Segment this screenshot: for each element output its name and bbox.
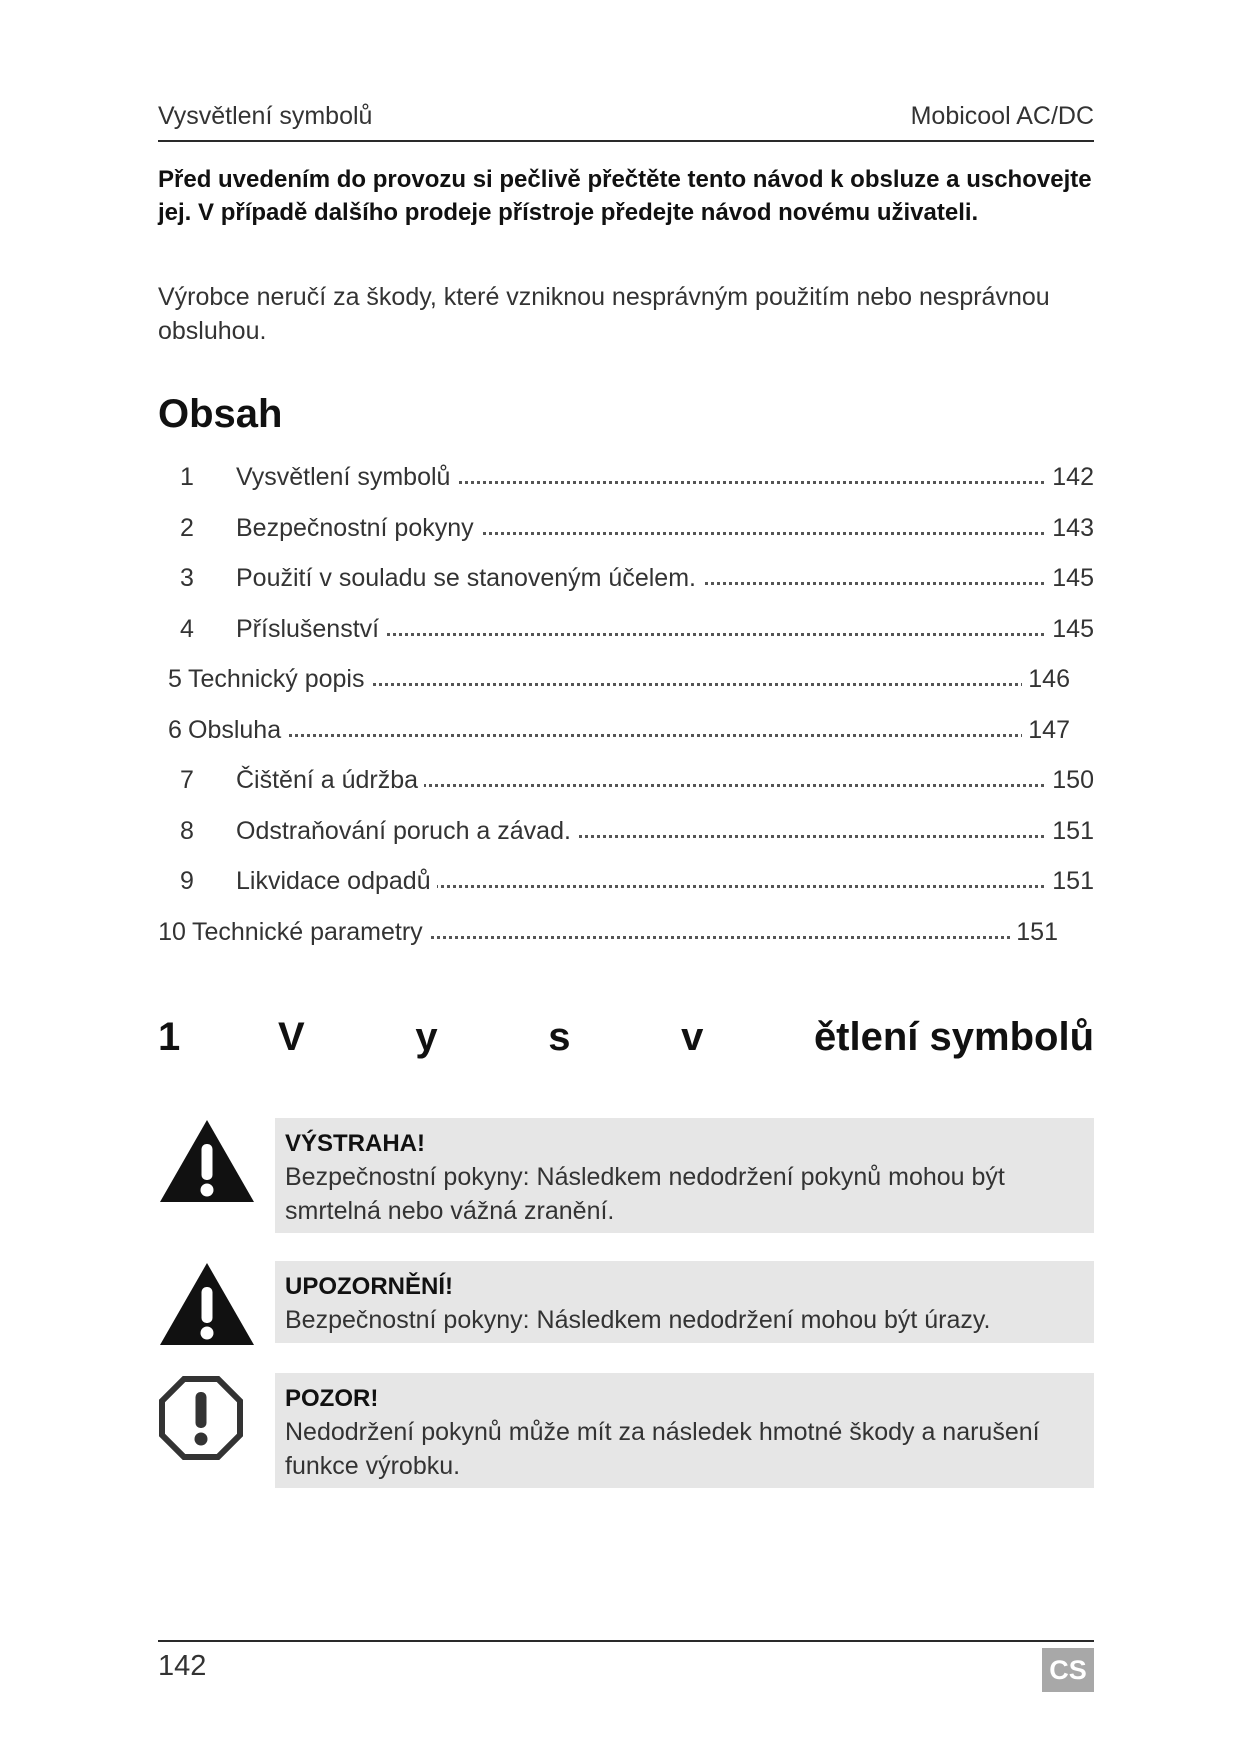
symbol-description-box xyxy=(275,1118,1094,1233)
toc-entry[interactable] xyxy=(158,813,1094,864)
symbol-label: POZOR! xyxy=(285,1385,379,1412)
toc-entry-label: Vysvětlení symbolů xyxy=(236,463,456,492)
toc-entry-label: Čištění a údržba xyxy=(236,766,424,795)
caution-triangle-icon xyxy=(158,1261,256,1351)
toc-entry[interactable] xyxy=(158,712,1094,763)
toc-entry-number: 4 xyxy=(180,614,194,643)
toc-entry-number: 9 xyxy=(180,867,194,895)
toc-entry-label: Odstraňování poruch a závad. xyxy=(236,817,577,846)
toc-entry-number: 1 xyxy=(180,463,194,491)
toc-entry[interactable] xyxy=(158,459,1094,510)
toc-entry[interactable] xyxy=(158,762,1094,813)
intro-disclaimer: Výrobce neručí za škody, které vzniknou nesprávným použitím nebo nesprávnou obsluhou. xyxy=(158,283,1050,345)
page-header xyxy=(158,102,1094,142)
toc-entry-number: 10 xyxy=(158,917,186,946)
symbol-label: VÝSTRAHA! xyxy=(285,1130,426,1157)
manual-page xyxy=(158,0,1094,1754)
symbol-row-caution xyxy=(158,1261,1094,1343)
toc-entry-number: 8 xyxy=(180,816,194,845)
toc-entry[interactable] xyxy=(158,611,1094,662)
symbol-text: Nedodržení pokynů může mít za následek hmotné škody a narušení funkce výrobku. xyxy=(285,1418,1040,1480)
section-number: 1 xyxy=(158,1015,181,1059)
toc-leader-dots xyxy=(188,734,1030,737)
table-of-contents xyxy=(158,459,1094,964)
toc-entry-page: 146 xyxy=(1022,665,1070,694)
toc-entry-label: Použití v souladu se stanoveným účelem. xyxy=(236,564,702,593)
toc-entry-page: 145 xyxy=(1046,615,1094,644)
symbol-text: Bezpečnostní pokyny: Následkem nedodržení mohou být úrazy. xyxy=(285,1306,991,1334)
section-title-part: V xyxy=(278,1015,305,1059)
toc-entry-label: Technický popis xyxy=(188,665,370,694)
toc-title: Obsah xyxy=(158,392,283,436)
toc-entry-label: Obsluha xyxy=(188,716,287,745)
toc-entry-label: Technické parametry xyxy=(192,918,429,947)
section-heading xyxy=(158,1015,1094,1065)
symbol-label: UPOZORNĚNÍ! xyxy=(285,1273,453,1300)
symbol-text: Bezpečnostní pokyny: Následkem nedodržení pokynů mohou být smrtelná nebo vážná zranění. xyxy=(285,1163,1005,1225)
toc-entry-label: Likvidace odpadů xyxy=(236,867,437,896)
symbol-description-box xyxy=(275,1261,1094,1343)
symbol-row-warning xyxy=(158,1118,1094,1233)
toc-entry-page: 151 xyxy=(1046,817,1094,846)
page-number: 142 xyxy=(158,1650,207,1682)
toc-entry-number: 7 xyxy=(180,766,194,794)
toc-entry-number: 6 xyxy=(168,715,182,744)
symbol-row-notice xyxy=(158,1373,1094,1488)
symbol-description-box xyxy=(275,1373,1094,1488)
toc-entry-number: 5 xyxy=(168,665,182,693)
toc-entry-label: Bezpečnostní pokyny xyxy=(236,514,480,543)
toc-entry-page: 142 xyxy=(1046,463,1094,492)
toc-entry[interactable] xyxy=(158,863,1094,914)
notice-octagon-icon xyxy=(158,1375,256,1465)
section-title-part: y xyxy=(415,1015,438,1059)
header-product-name: Mobicool AC/DC xyxy=(910,102,1094,130)
toc-entry-page: 145 xyxy=(1046,564,1094,593)
toc-entry[interactable] xyxy=(158,914,1094,965)
toc-entry-label: Příslušenství xyxy=(236,615,385,644)
toc-entry-page: 143 xyxy=(1046,514,1094,543)
intro-instruction: Před uvedením do provozu si pečlivě přečtěte tento návod k obsluze a uschovejte jej. V případě dalšího prodeje přístroje předejte návod novému uživateli. xyxy=(158,166,1092,226)
section-title-part: ětlení symbolů xyxy=(813,1015,1094,1059)
toc-entry-page: 147 xyxy=(1022,716,1070,745)
toc-entry-page: 151 xyxy=(1046,867,1094,896)
toc-entry[interactable] xyxy=(158,661,1094,712)
toc-entry-number: 2 xyxy=(180,513,194,542)
section-title-part: s xyxy=(548,1015,571,1059)
toc-entry-page: 150 xyxy=(1046,766,1094,795)
toc-entry-number: 3 xyxy=(180,564,194,592)
footer-divider xyxy=(158,1640,1094,1642)
toc-entry-page: 151 xyxy=(1010,918,1058,947)
section-title-part: v xyxy=(681,1015,704,1059)
warning-triangle-icon xyxy=(158,1118,256,1208)
header-section-title: Vysvětlení symbolů xyxy=(158,102,373,130)
toc-entry[interactable] xyxy=(158,560,1094,611)
language-badge: CS xyxy=(1042,1648,1094,1692)
toc-entry[interactable] xyxy=(158,510,1094,561)
section-title xyxy=(278,1015,1094,1060)
